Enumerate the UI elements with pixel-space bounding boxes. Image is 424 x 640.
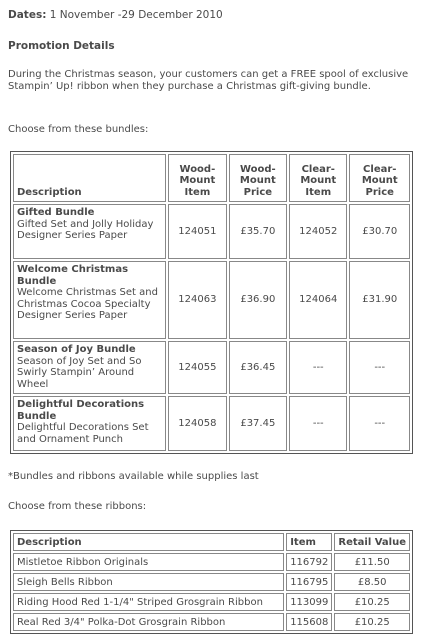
wood-item-cell: 124051 <box>168 204 226 259</box>
choose-bundles-label: Choose from these bundles: <box>8 124 149 135</box>
bundle-detail: Season of Joy Set and So Swirly Stampin’ Around Wheel <box>17 355 142 390</box>
ribbon-description: Sleigh Bells Ribbon <box>13 573 284 591</box>
header-item: Item <box>286 533 332 551</box>
header-retail-value: Retail Value <box>334 533 410 551</box>
availability-footnote: *Bundles and ribbons available while supplies last <box>8 471 259 482</box>
ribbons-table <box>10 530 413 634</box>
dates-value: 1 November -29 December 2010 <box>46 9 223 21</box>
ribbon-description: Mistletoe Ribbon Originals <box>13 553 284 571</box>
bundle-title: Gifted Bundle <box>17 207 95 218</box>
table-row <box>13 341 410 394</box>
table-header-row <box>13 533 410 551</box>
clear-price-cell: £31.90 <box>349 261 410 339</box>
table-row <box>13 261 410 339</box>
wood-price-cell: £37.45 <box>229 396 287 451</box>
table-row <box>13 573 410 591</box>
bundle-description <box>13 204 166 259</box>
clear-price-cell: --- <box>349 396 410 451</box>
header-description: Description <box>13 154 166 202</box>
intro-text: During the Christmas season, your customers can get a FREE spool of exclusive Stampin’ Up! ribbon when they purchase a Christmas gift-giving bundle. <box>8 69 409 92</box>
choose-ribbons-label: Choose from these ribbons: <box>8 501 147 512</box>
wood-price-cell: £35.70 <box>229 204 287 259</box>
wood-item-cell: 124058 <box>168 396 226 451</box>
header-clear-item: Clear-Mount Item <box>289 154 347 202</box>
header-description: Description <box>13 533 284 551</box>
clear-item-cell: --- <box>289 341 347 394</box>
clear-item-cell: --- <box>289 396 347 451</box>
ribbon-retail: £8.50 <box>334 573 410 591</box>
bundle-detail: Welcome Christmas Set and Christmas Cocoa Specialty Designer Series Paper <box>17 287 158 321</box>
ribbon-retail: £10.25 <box>334 593 410 611</box>
table-row <box>13 396 410 451</box>
table-row <box>13 204 410 259</box>
ribbon-description: Real Red 3/4" Polka-Dot Grosgrain Ribbon <box>13 613 284 631</box>
table-header-row <box>13 154 410 202</box>
table-row <box>13 593 410 611</box>
bundle-detail: Gifted Set and Jolly Holiday Designer Series Paper <box>17 218 154 241</box>
wood-item-cell: 124055 <box>168 341 226 394</box>
bundle-title: Season of Joy Bundle <box>17 344 136 355</box>
wood-price-cell: £36.45 <box>229 341 287 394</box>
dates-line <box>8 9 223 21</box>
ribbon-item: 115608 <box>286 613 332 631</box>
ribbon-retail: £11.50 <box>334 553 410 571</box>
header-wood-price: Wood-Mount Price <box>229 154 287 202</box>
ribbon-item: 116795 <box>286 573 332 591</box>
wood-item-cell: 124063 <box>168 261 226 339</box>
ribbon-description: Riding Hood Red 1-1/4" Striped Grosgrain Ribbon <box>13 593 284 611</box>
bundle-title: Delightful Decorations Bundle <box>17 399 145 422</box>
bundle-title: Welcome Christmas Bundle <box>17 264 129 287</box>
promotion-heading: Promotion Details <box>8 40 115 52</box>
bundle-description <box>13 396 166 451</box>
bundle-detail: Delightful Decorations Set and Ornament Punch <box>17 422 149 445</box>
bundle-description <box>13 341 166 394</box>
clear-price-cell: --- <box>349 341 410 394</box>
ribbon-retail: £10.25 <box>334 613 410 631</box>
table-row <box>13 613 410 631</box>
bundles-table <box>10 151 413 454</box>
clear-price-cell: £30.70 <box>349 204 410 259</box>
ribbon-item: 116792 <box>286 553 332 571</box>
bundle-description <box>13 261 166 339</box>
table-row <box>13 553 410 571</box>
dates-label: Dates: <box>8 9 47 21</box>
clear-item-cell: 124064 <box>289 261 347 339</box>
header-wood-item: Wood-Mount Item <box>168 154 226 202</box>
ribbon-item: 113099 <box>286 593 332 611</box>
clear-item-cell: 124052 <box>289 204 347 259</box>
header-clear-price: Clear-Mount Price <box>349 154 410 202</box>
wood-price-cell: £36.90 <box>229 261 287 339</box>
